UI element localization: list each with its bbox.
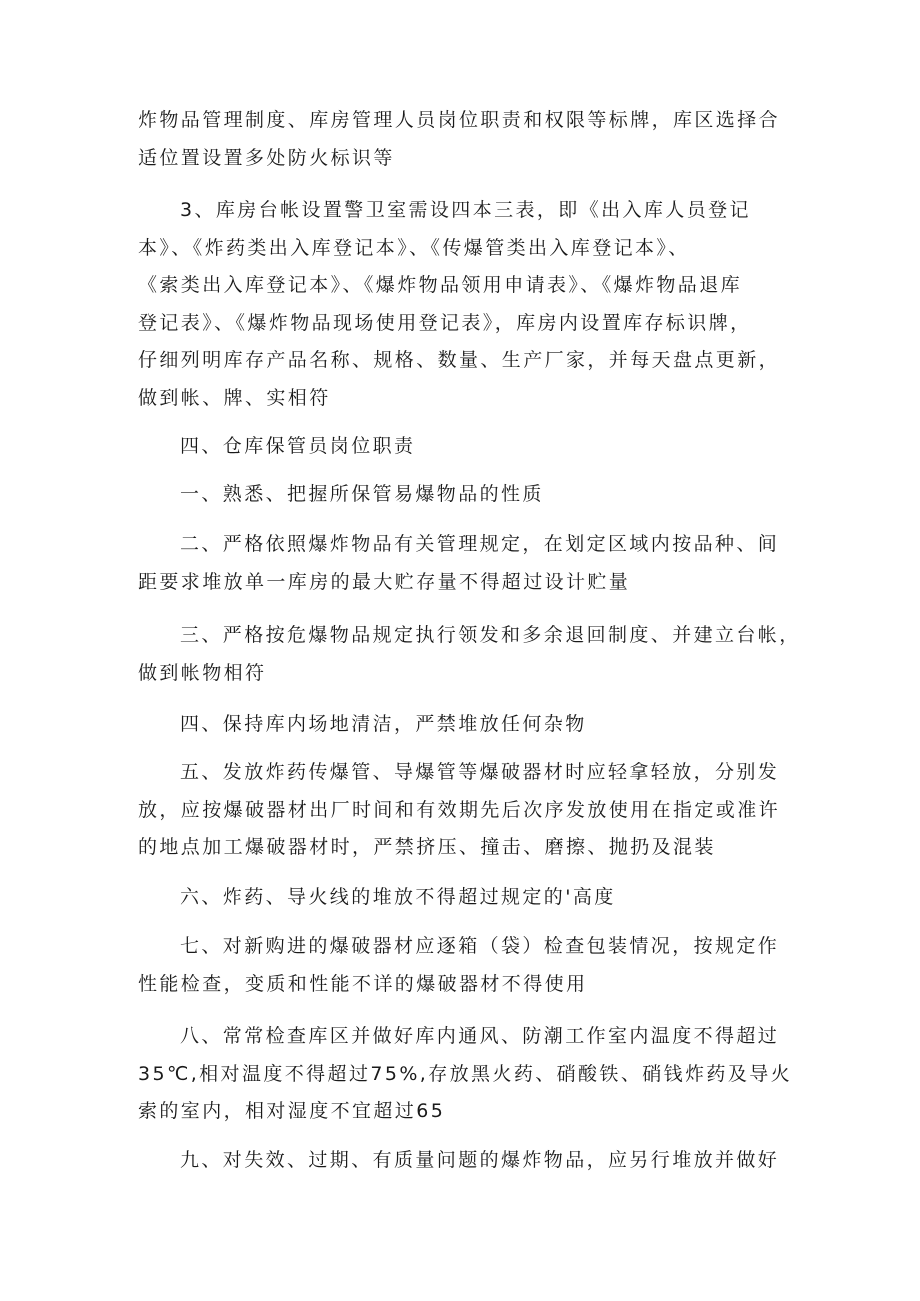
- text-line: 本》、《炸药类出入库登记本》、《传爆管类出入库登记本》、: [138, 236, 690, 259]
- section-heading: [138, 428, 790, 466]
- text-line: 距要求堆放单一库房的最大贮存量不得超过设计贮量: [138, 570, 631, 593]
- text-line: 仔细列明库存产品名称、规格、数量、生产厂家，并每天盘点更新，: [138, 349, 781, 371]
- text-line: 九、对失效、过期、有质量问题的爆炸物品，应另行堆放并做好: [180, 1149, 780, 1171]
- text-line: 3、库房台帐设置警卫室需设四本三表，即《出入库人员登记: [180, 199, 751, 221]
- text-line: 七、对新购进的爆破器材应逐箱（袋）检查包装情况，按规定作: [180, 935, 780, 957]
- text-line: 性能检查，变质和性能不详的爆破器材不得使用: [138, 972, 588, 995]
- paragraph: [138, 617, 801, 692]
- text-line: 一、熟悉、把握所保管易爆物品的性质: [180, 483, 544, 505]
- paragraph: [138, 1018, 793, 1131]
- paragraph: [138, 476, 790, 514]
- paragraph: [138, 526, 790, 601]
- text-line: 炸物品管理制度、库房管理人员岗位职责和权限等标牌，库区选择合: [138, 109, 781, 131]
- text-line: 做到帐、牌、实相符: [138, 386, 331, 409]
- text-line: 二、严格依照爆炸物品有关管理规定，在划定区域内按品种、间: [180, 533, 780, 555]
- text-line: 四、保持库内场地清洁，严禁堆放任何杂物: [180, 713, 587, 735]
- paragraph: [138, 879, 790, 917]
- paragraph: [138, 1142, 790, 1180]
- text-line: 做到帐物相符: [138, 661, 267, 684]
- paragraph: [138, 706, 790, 744]
- text-line: 的地点加工爆破器材时，严禁挤压、撞击、磨擦、抛扔及混装: [138, 836, 716, 858]
- text-line: 五、发放炸药传爆管、导爆管等爆破器材时应轻拿轻放，分别发: [180, 761, 780, 783]
- text-line: 索的室内，相对湿度不宜超过65: [138, 1100, 446, 1122]
- text-line: 《索类出入库登记本》、《爆炸物品领用申请表》、《爆炸物品退库: [138, 274, 743, 296]
- text-line: 35℃,相对温度不得超过75%,存放黑火药、硝酸铁、硝钱炸药及导火: [138, 1062, 793, 1085]
- text-line: 八、常常检查库区并做好库内通风、防潮工作室内温度不得超过: [180, 1025, 780, 1047]
- text-line: 适位置设置多处防火标识等: [138, 146, 395, 169]
- text-line: 登记表》、《爆炸物品现场使用登记表》，库房内设置库存标识牌，: [138, 311, 752, 334]
- paragraph: [138, 102, 790, 177]
- text-line: 三、严格按危爆物品规定执行领发和多余退回制度、并建立台帐，: [180, 624, 801, 646]
- text-line: 四、仓库保管员岗位职责: [180, 435, 416, 457]
- text-line: 六、炸药、导火线的堆放不得超过规定的'高度: [180, 886, 616, 908]
- paragraph: [138, 754, 790, 867]
- paragraph: [138, 192, 790, 417]
- text-line: 放，应按爆破器材出厂时间和有效期先后次序发放使用在指定或准许: [138, 798, 781, 821]
- paragraph: [138, 928, 790, 1003]
